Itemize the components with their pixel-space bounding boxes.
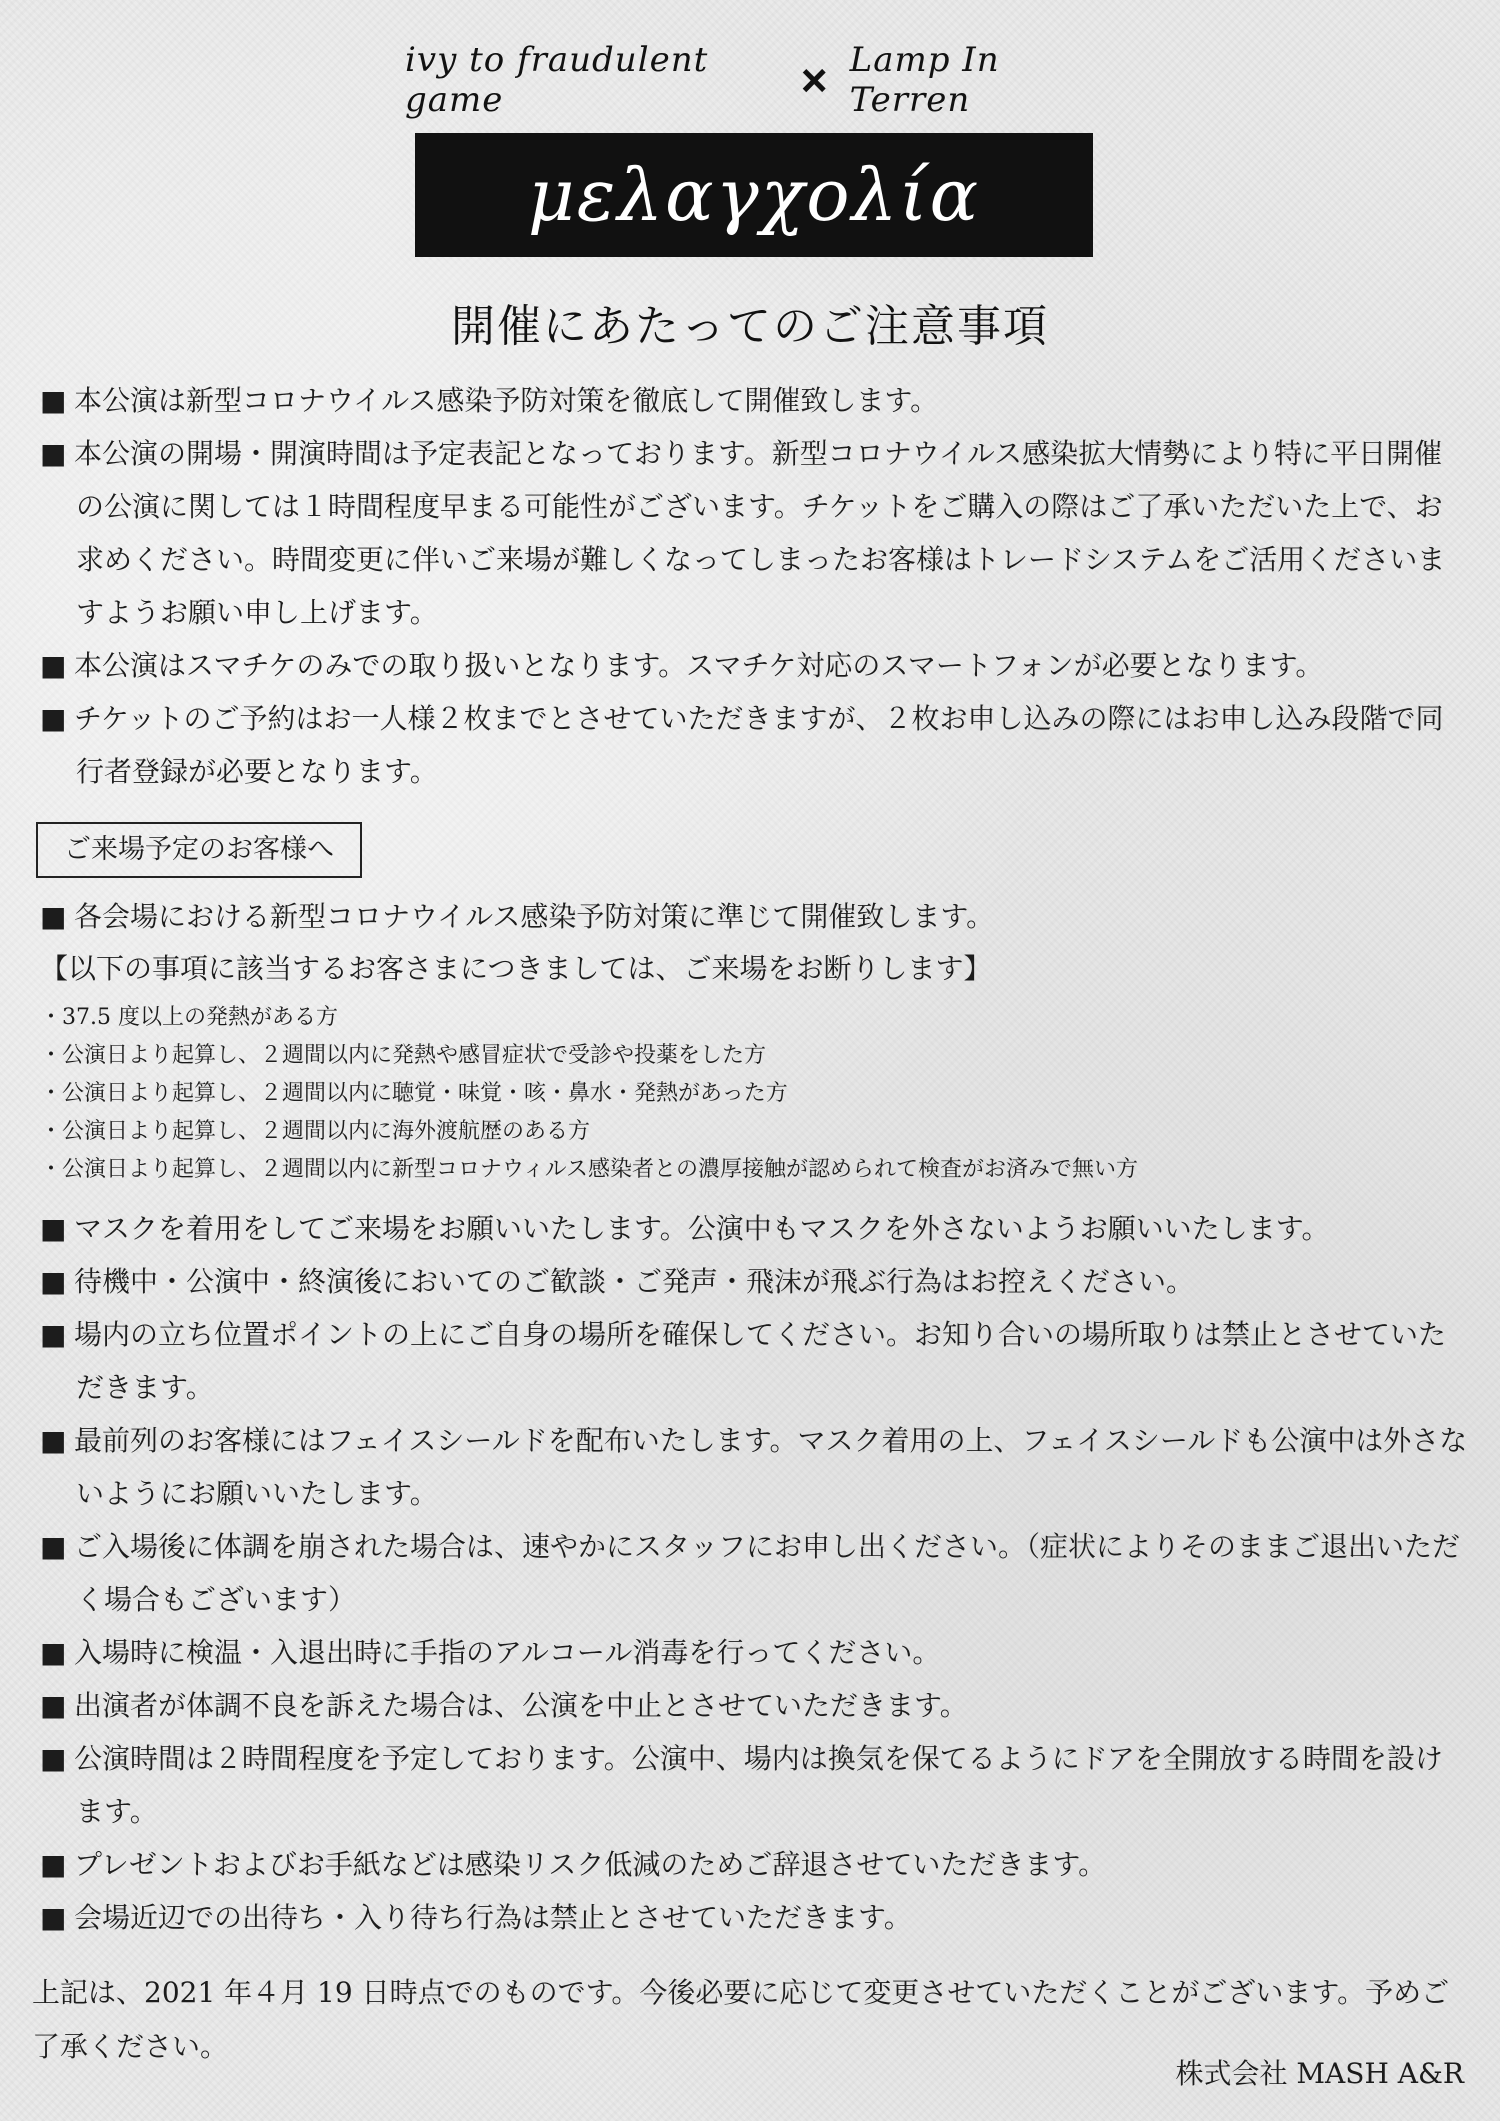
visitor-section-tag: ご来場予定のお客様へ [36, 822, 362, 878]
bullet-icon: ■ [40, 1265, 67, 1298]
bullet-icon: ■ [40, 437, 67, 470]
bullet-icon: ■ [40, 1689, 67, 1722]
list-item: ・公演日より起算し、２週間以内に発熱や感冒症状で受診や投薬をした方 [40, 1043, 767, 1068]
bullet-icon: ■ [40, 900, 67, 933]
notice-item: ■ 本公演は新型コロナウイルス感染予防対策を徹底して開催致します。 [40, 374, 1470, 427]
list-item: ・公演日より起算し、２週間以内に新型コロナウィルス感染者との濃厚接触が認められて検査がお済みで無い方 [40, 1157, 1139, 1182]
notice-item: ■ 会場近辺での出待ち・入り待ち行為は禁止とさせていただきます。 [40, 1891, 1470, 1944]
bullet-icon: ■ [40, 384, 67, 417]
company-name: 株式会社 MASH A&R [1175, 2057, 1464, 2090]
collab-cross-icon: × [800, 54, 828, 106]
refusal-list [40, 999, 1470, 1189]
ivy-to-fraudulent-game-logo: ivy to fraudulent game [405, 40, 709, 120]
bullet-icon: ■ [40, 1212, 67, 1245]
notice-item: ■ 待機中・公演中・終演後においてのご歓談・ご発声・飛沫が飛ぶ行為はお控えください。 [40, 1255, 1470, 1308]
bullet-icon: ■ [40, 1848, 67, 1881]
notice-item: ■ 本公演はスマチケのみでの取り扱いとなります。スマチケ対応のスマートフォンが必要となります。 [40, 639, 1470, 692]
bullet-icon: ■ [40, 1636, 67, 1669]
notice-item: ■ 入場時に検温・入退出時に手指のアルコール消毒を行ってください。 [40, 1626, 1470, 1679]
list-item: ・公演日より起算し、２週間以内に聴覚・味覚・咳・鼻水・発熱があった方 [40, 1081, 788, 1106]
notice-item: ■ 最前列のお客様にはフェイスシールドを配布いたします。マスク着用の上、フェイスシールドも公演中は外さないようにお願いいたします。 [40, 1414, 1470, 1520]
notice-item: ■ 場内の立ち位置ポイントの上にご自身の場所を確保してください。お知り合いの場所取りは禁止とさせていただきます。 [40, 1308, 1470, 1414]
collab-logos [405, 30, 1105, 130]
bullet-icon: ■ [40, 649, 67, 682]
bullet-icon: ■ [40, 1318, 67, 1351]
bullet-icon: ■ [40, 1424, 67, 1457]
bullet-icon: ■ [40, 702, 67, 735]
refusal-heading: 【以下の事項に該当するお客さまにつきましては、ご来場をお断りします】 [40, 952, 992, 985]
notice-item: ■ 出演者が体調不良を訴えた場合は、公演を中止とさせていただきます。 [40, 1679, 1470, 1732]
event-title-banner [415, 133, 1093, 257]
footer-note: 上記は、2021 年４月 19 日時点でのものです。今後必要に応じて変更させていただくことがございます。予めご了承ください。 [32, 1976, 1450, 2063]
list-item: ・37.5 度以上の発熱がある方 [40, 1005, 338, 1030]
venue-rules [40, 1202, 1470, 1944]
bullet-icon: ■ [40, 1901, 67, 1934]
notice-item: ■ ご入場後に体調を崩された場合は、速やかにスタッフにお申し出ください。（症状によりそのままご退出いただく場合もございます） [40, 1520, 1470, 1626]
lamp-in-terren-logo: Lamp In Terren [849, 40, 1000, 120]
visitor-notices [40, 890, 1470, 1201]
bullet-icon: ■ [40, 1742, 67, 1775]
notice-item: ■ マスクを着用をしてご来場をお願いいたします。公演中もマスクを外さないようお願いいたします。 [40, 1202, 1470, 1255]
notice-item: ■ 各会場における新型コロナウイルス感染予防対策に準じて開催致します。 [40, 890, 1470, 943]
notice-item: ■ プレゼントおよびお手紙などは感染リスク低減のためご辞退させていただきます。 [40, 1838, 1470, 1891]
list-item: ・公演日より起算し、２週間以内に海外渡航歴のある方 [40, 1119, 591, 1144]
event-title: μελαγχολία [527, 153, 981, 237]
page-heading: 開催にあたってのご注意事項 [451, 301, 1049, 352]
bullet-icon: ■ [40, 1530, 67, 1563]
notice-item: ■ 公演時間は２時間程度を予定しております。公演中、場内は換気を保てるようにドアを全開放する時間を設けます。 [40, 1732, 1470, 1838]
notice-item: ■ チケットのご予約はお一人様２枚までとさせていただきますが、２枚お申し込みの際にはお申し込み段階で同行者登録が必要となります。 [40, 692, 1470, 798]
general-notices [40, 374, 1470, 798]
notice-item: ■ 本公演の開場・開演時間は予定表記となっております。新型コロナウイルス感染拡大情勢により特に平日開催の公演に関しては１時間程度早まる可能性がございます。チケットをご購入の際はご了承いただいた上で、お求めください。時間変更に伴いご来場が難しくなってしまったお客様はトレードシステムをご活用くださいますようお願い申し上げます。 [40, 427, 1470, 639]
